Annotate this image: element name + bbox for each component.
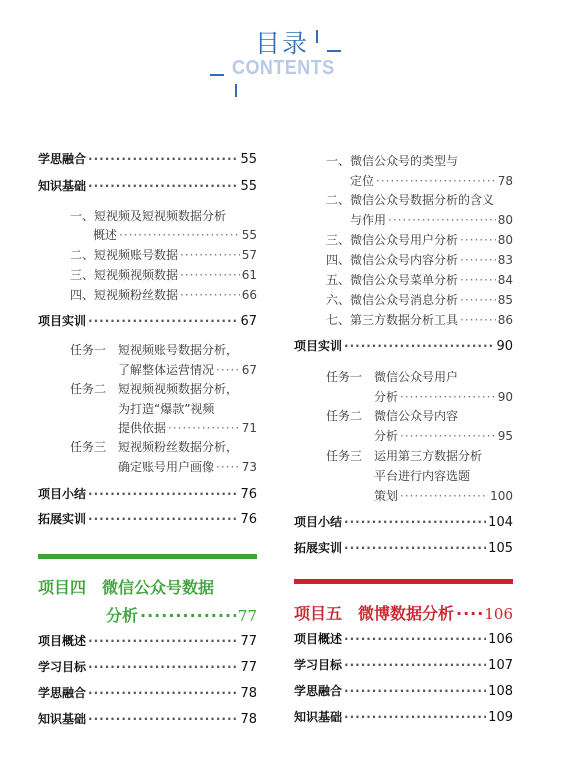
task-entry[interactable]: 策划 ····· 100 xyxy=(374,487,513,504)
toc-entry[interactable]: 拓展实训 ····· 76 xyxy=(38,510,257,527)
toc-sub-entry[interactable]: 三、微信公众号用户分析 ····· 80 xyxy=(326,231,513,248)
project-title-line[interactable]: 项目四 微信公众号数据 xyxy=(38,578,215,597)
toc-entry[interactable]: 学习目标 ····· 77 xyxy=(38,658,257,675)
deco-bar xyxy=(327,50,341,52)
task-label: 任务二 xyxy=(326,409,363,423)
task-line[interactable]: 为打造“爆款”视频 xyxy=(118,402,215,416)
task-label: 任务一 xyxy=(326,370,363,384)
toc-sub-entry-line[interactable]: 二、微信公众号数据分析的含义 xyxy=(326,193,495,207)
toc-entry[interactable]: 知识基础 ····· 78 xyxy=(38,710,257,727)
task-line[interactable]: 运用第三方数据分析 xyxy=(374,449,483,463)
deco-bar xyxy=(210,74,224,76)
toc-entry[interactable]: 项目实训 ····· 90 xyxy=(294,337,513,354)
project-title-entry[interactable]: 项目五 微博数据分析 ····· 106 xyxy=(294,601,513,624)
toc-sub-entry[interactable]: 六、微信公众号消息分析 ····· 85 xyxy=(326,291,513,308)
toc-entry[interactable]: 学思融合 ····· 108 xyxy=(294,682,513,699)
task-line[interactable]: 短视频账号数据分析， xyxy=(118,343,239,357)
toc-sub-entry[interactable]: 四、短视频粉丝数据 ····· 66 xyxy=(70,286,257,303)
toc-entry[interactable]: 学习目标 ····· 107 xyxy=(294,656,513,673)
page-title: 目录 xyxy=(255,29,310,58)
toc-sub-entry[interactable]: 与作用 ····· 80 xyxy=(350,211,513,228)
task-label: 任务一 xyxy=(70,343,107,357)
toc-sub-entry[interactable]: 概述 ····· 55 xyxy=(93,226,257,243)
task-label: 任务三 xyxy=(70,440,107,454)
toc-entry[interactable]: 学思融合 ····· 55 xyxy=(38,150,257,167)
task-line[interactable]: 微信公众号用户 xyxy=(374,370,459,384)
toc-sub-entry-line[interactable]: 一、微信公众号的类型与 xyxy=(326,154,459,168)
toc-sub-entry[interactable]: 定位 ····· 78 xyxy=(350,172,513,189)
task-line[interactable]: 短视频粉丝数据分析， xyxy=(118,440,239,454)
toc-entry[interactable]: 项目概述 ····· 106 xyxy=(294,630,513,647)
toc-entry[interactable]: 学思融合 ····· 78 xyxy=(38,684,257,701)
task-line[interactable]: 微信公众号内容 xyxy=(374,409,459,423)
toc-sub-entry[interactable]: 二、短视频账号数据 ····· 57 xyxy=(70,246,257,263)
project-title-entry[interactable]: 分析 ····· 77 xyxy=(106,603,257,626)
task-label: 任务三 xyxy=(326,449,363,463)
task-entry[interactable]: 分析 ····· 90 xyxy=(374,388,513,405)
toc-entry[interactable]: 项目小结 ····· 104 xyxy=(294,513,513,530)
project-divider-red xyxy=(294,579,513,584)
toc-sub-entry[interactable]: 三、短视频视频数据 ····· 61 xyxy=(70,266,257,283)
task-entry[interactable]: 确定账号用户画像 ····· 73 xyxy=(118,458,257,475)
toc-entry[interactable]: 项目小结 ····· 76 xyxy=(38,485,257,502)
toc-sub-entry[interactable]: 四、微信公众号内容分析 ····· 83 xyxy=(326,251,513,268)
toc-entry[interactable]: 拓展实训 ····· 105 xyxy=(294,539,513,556)
task-entry[interactable]: 提供依据 ····· 71 xyxy=(118,419,257,436)
toc-sub-entry[interactable]: 七、第三方数据分析工具 ····· 86 xyxy=(326,311,513,328)
toc-entry[interactable]: 知识基础 ····· 109 xyxy=(294,708,513,725)
toc-sub-entry[interactable]: 五、微信公众号菜单分析 ····· 84 xyxy=(326,271,513,288)
task-label: 任务二 xyxy=(70,382,107,396)
task-line[interactable]: 短视频视频数据分析， xyxy=(118,382,239,396)
toc-entry[interactable]: 知识基础 ····· 55 xyxy=(38,177,257,194)
task-line[interactable]: 平台进行内容选题 xyxy=(374,469,471,483)
deco-bar xyxy=(316,30,318,43)
task-entry[interactable]: 了解整体运营情况 ····· 67 xyxy=(118,361,257,378)
toc-entry[interactable]: 项目实训 ····· 67 xyxy=(38,312,257,329)
toc-entry[interactable]: 项目概述 ····· 77 xyxy=(38,632,257,649)
page-subtitle: CONTENTS xyxy=(232,57,335,79)
toc-sub-entry-line[interactable]: 一、短视频及短视频数据分析 xyxy=(70,209,227,223)
project-divider-green xyxy=(38,554,257,559)
deco-bar xyxy=(235,84,237,97)
task-entry[interactable]: 分析 ····· 95 xyxy=(374,427,513,444)
contents-header xyxy=(0,0,570,110)
